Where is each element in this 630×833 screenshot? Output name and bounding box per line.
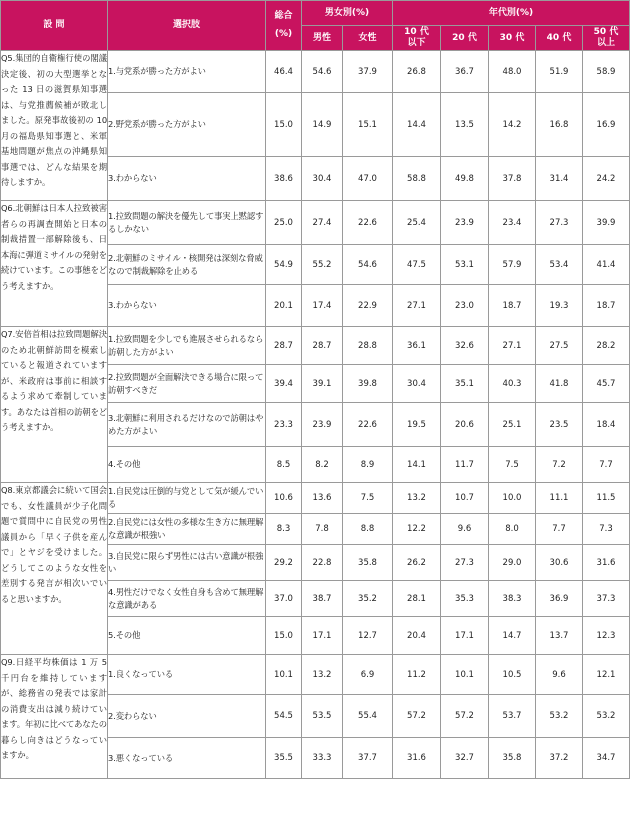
cell-male: 7.8 (302, 514, 343, 545)
cell-a50: 58.9 (583, 51, 630, 93)
choice-text: 2.自民党には女性の多様な生き方に無理解な意識が根強い (108, 514, 266, 545)
cell-female: 35.8 (343, 545, 393, 581)
cell-a10: 14.1 (393, 447, 441, 483)
cell-female: 15.1 (343, 93, 393, 157)
cell-a50: 41.4 (583, 245, 630, 285)
cell-female: 37.9 (343, 51, 393, 93)
choice-column-header: 選択肢 (108, 1, 266, 51)
cell-total: 38.6 (266, 157, 302, 201)
cell-a20: 53.1 (441, 245, 489, 285)
cell-a30: 38.3 (489, 581, 536, 617)
cell-total: 28.7 (266, 327, 302, 365)
cell-a40: 23.5 (536, 403, 583, 447)
cell-a40: 41.8 (536, 365, 583, 403)
cell-a30: 10.5 (489, 655, 536, 695)
cell-a50: 7.7 (583, 447, 630, 483)
cell-a30: 18.7 (489, 285, 536, 327)
age-50-column-header (583, 26, 630, 51)
cell-total: 29.2 (266, 545, 302, 581)
age-10-label-line2: 以下 (407, 38, 426, 48)
cell-female: 22.6 (343, 403, 393, 447)
choice-text: 4.男性だけでなく女性自身も含めて無理解な意識がある (108, 581, 266, 617)
cell-a50: 34.7 (583, 738, 630, 779)
cell-a40: 53.4 (536, 245, 583, 285)
cell-a20: 49.8 (441, 157, 489, 201)
cell-male: 8.2 (302, 447, 343, 483)
table-row (1, 201, 630, 245)
cell-total: 37.0 (266, 581, 302, 617)
cell-a50: 16.9 (583, 93, 630, 157)
cell-total: 10.1 (266, 655, 302, 695)
cell-a20: 9.6 (441, 514, 489, 545)
cell-female: 12.7 (343, 617, 393, 655)
cell-a30: 57.9 (489, 245, 536, 285)
cell-a40: 30.6 (536, 545, 583, 581)
cell-a10: 27.1 (393, 285, 441, 327)
cell-male: 23.9 (302, 403, 343, 447)
cell-a10: 14.4 (393, 93, 441, 157)
cell-a10: 28.1 (393, 581, 441, 617)
cell-a10: 25.4 (393, 201, 441, 245)
cell-a10: 13.2 (393, 483, 441, 514)
cell-a20: 23.0 (441, 285, 489, 327)
cell-a30: 7.5 (489, 447, 536, 483)
age-40-column-header: 40 代 (536, 26, 583, 51)
cell-a40: 27.3 (536, 201, 583, 245)
total-label: 総合 (274, 11, 293, 21)
cell-a10: 26.2 (393, 545, 441, 581)
cell-a30: 29.0 (489, 545, 536, 581)
choice-text: 3.北朝鮮に利用されるだけなので訪朝はやめた方がよい (108, 403, 266, 447)
female-column-header: 女性 (343, 26, 393, 51)
table-row (1, 483, 630, 514)
table-row (1, 327, 630, 365)
cell-male: 22.8 (302, 545, 343, 581)
cell-a50: 11.5 (583, 483, 630, 514)
cell-total: 15.0 (266, 617, 302, 655)
choice-text: 3.悪くなっている (108, 738, 266, 779)
choice-text: 2.北朝鮮のミサイル・核開発は深刻な脅威なので制裁解除を止める (108, 245, 266, 285)
cell-a50: 18.4 (583, 403, 630, 447)
question-text: Q7.安倍首相は拉致問題解決のため北朝鮮訪問を模索していると報道されていますが、米政府は事前に相談するよう求めて牽制しています。あなたは首相の訪朝をどう考えますか。 (1, 327, 108, 483)
cell-total: 10.6 (266, 483, 302, 514)
cell-a10: 58.8 (393, 157, 441, 201)
cell-a30: 37.8 (489, 157, 536, 201)
cell-male: 33.3 (302, 738, 343, 779)
choice-text: 3.わからない (108, 157, 266, 201)
cell-a20: 35.1 (441, 365, 489, 403)
age-30-column-header: 30 代 (489, 26, 536, 51)
cell-female: 8.9 (343, 447, 393, 483)
table-row (1, 655, 630, 695)
cell-total: 23.3 (266, 403, 302, 447)
male-column-header: 男性 (302, 26, 343, 51)
cell-total: 15.0 (266, 93, 302, 157)
cell-a50: 39.9 (583, 201, 630, 245)
cell-a30: 53.7 (489, 695, 536, 738)
cell-total: 54.9 (266, 245, 302, 285)
question-column-header: 設 問 (1, 1, 108, 51)
choice-text: 1.拉致問題を少しでも進展させられるなら訪朝した方がよい (108, 327, 266, 365)
cell-total: 46.4 (266, 51, 302, 93)
cell-male: 30.4 (302, 157, 343, 201)
cell-a40: 53.2 (536, 695, 583, 738)
choice-text: 1.拉致問題の解決を優先して事実上黙認するしかない (108, 201, 266, 245)
total-column-header (266, 1, 302, 51)
table-body (1, 51, 630, 779)
question-text: Q6.北朝鮮は日本人拉致被害者らの再調査開始と日本の制裁措置一部解除後も、日本海に弾道ミサイルの発射を続けています。この事態をどう考えますか。 (1, 201, 108, 327)
cell-female: 54.6 (343, 245, 393, 285)
cell-female: 6.9 (343, 655, 393, 695)
cell-a30: 14.2 (489, 93, 536, 157)
cell-a40: 51.9 (536, 51, 583, 93)
cell-total: 54.5 (266, 695, 302, 738)
cell-a30: 10.0 (489, 483, 536, 514)
cell-a20: 10.7 (441, 483, 489, 514)
cell-male: 13.2 (302, 655, 343, 695)
cell-a30: 48.0 (489, 51, 536, 93)
cell-a20: 32.6 (441, 327, 489, 365)
cell-female: 35.2 (343, 581, 393, 617)
table-row (1, 51, 630, 93)
cell-a40: 37.2 (536, 738, 583, 779)
choice-text: 1.良くなっている (108, 655, 266, 695)
cell-a40: 36.9 (536, 581, 583, 617)
cell-a10: 11.2 (393, 655, 441, 695)
cell-a10: 12.2 (393, 514, 441, 545)
cell-a50: 7.3 (583, 514, 630, 545)
cell-a10: 47.5 (393, 245, 441, 285)
cell-a20: 27.3 (441, 545, 489, 581)
question-text: Q5.集団的自衛権行使の閣議決定後、初の大型選挙となった 13 日の滋賀県知事選は、与党推薦候補が敗北しました。原発事故後初の 10 月の福島県知事選と、米軍基地問題が焦点の沖縄県知事選では、どんな結果を期待しますか。 (1, 51, 108, 201)
cell-female: 47.0 (343, 157, 393, 201)
cell-a20: 23.9 (441, 201, 489, 245)
cell-male: 27.4 (302, 201, 343, 245)
cell-a30: 8.0 (489, 514, 536, 545)
cell-female: 22.9 (343, 285, 393, 327)
cell-a10: 26.8 (393, 51, 441, 93)
cell-a10: 20.4 (393, 617, 441, 655)
cell-male: 14.9 (302, 93, 343, 157)
total-unit-label: (%) (274, 29, 293, 39)
cell-female: 37.7 (343, 738, 393, 779)
cell-a40: 7.2 (536, 447, 583, 483)
cell-female: 8.8 (343, 514, 393, 545)
cell-female: 28.8 (343, 327, 393, 365)
age-10-column-header (393, 26, 441, 51)
cell-a20: 32.7 (441, 738, 489, 779)
cell-a40: 27.5 (536, 327, 583, 365)
cell-a40: 31.4 (536, 157, 583, 201)
age-50-label-line2: 以上 (597, 38, 616, 48)
cell-a50: 12.3 (583, 617, 630, 655)
cell-a20: 57.2 (441, 695, 489, 738)
cell-a20: 20.6 (441, 403, 489, 447)
cell-a20: 13.5 (441, 93, 489, 157)
cell-total: 8.3 (266, 514, 302, 545)
cell-a20: 10.1 (441, 655, 489, 695)
cell-male: 53.5 (302, 695, 343, 738)
gender-group-header: 男女別(%) (302, 1, 393, 26)
cell-female: 7.5 (343, 483, 393, 514)
cell-a10: 30.4 (393, 365, 441, 403)
choice-text: 3.自民党に限らず男性には古い意識が根強い (108, 545, 266, 581)
cell-male: 39.1 (302, 365, 343, 403)
cell-a10: 19.5 (393, 403, 441, 447)
cell-total: 35.5 (266, 738, 302, 779)
cell-a50: 28.2 (583, 327, 630, 365)
cell-a20: 11.7 (441, 447, 489, 483)
choice-text: 2.野党系が勝った方がよい (108, 93, 266, 157)
cell-female: 22.6 (343, 201, 393, 245)
cell-a10: 31.6 (393, 738, 441, 779)
cell-male: 54.6 (302, 51, 343, 93)
cell-male: 13.6 (302, 483, 343, 514)
cell-a30: 14.7 (489, 617, 536, 655)
choice-text: 1.自民党は圧倒的与党として気が緩んでいる (108, 483, 266, 514)
cell-a40: 11.1 (536, 483, 583, 514)
cell-a30: 35.8 (489, 738, 536, 779)
cell-a20: 17.1 (441, 617, 489, 655)
cell-a30: 23.4 (489, 201, 536, 245)
age-group-header: 年代別(%) (393, 1, 630, 26)
cell-male: 17.4 (302, 285, 343, 327)
cell-a40: 16.8 (536, 93, 583, 157)
cell-male: 28.7 (302, 327, 343, 365)
table-header (1, 1, 630, 51)
cell-total: 8.5 (266, 447, 302, 483)
cell-total: 39.4 (266, 365, 302, 403)
question-text: Q8.東京都議会に続いて国会でも、女性議員が少子化問題で質問中に自民党の男性議員から「早く子供を産んで」とヤジを受けました。どうしてこのような女性を差別する発言が相次いでいると思いますか。 (1, 483, 108, 655)
cell-a50: 24.2 (583, 157, 630, 201)
cell-a40: 9.6 (536, 655, 583, 695)
cell-a10: 57.2 (393, 695, 441, 738)
cell-male: 38.7 (302, 581, 343, 617)
question-text: Q9.日経平均株価は 1 万 5 千円台を維持していますが、総務省の発表では家計の消費支出は減り続けています。年初に比べてあなたの暮らし向きはどうなっていますか。 (1, 655, 108, 779)
cell-a50: 45.7 (583, 365, 630, 403)
cell-female: 39.8 (343, 365, 393, 403)
age-10-label-line1: 10 代 (404, 27, 429, 37)
cell-female: 55.4 (343, 695, 393, 738)
choice-text: 2.変わらない (108, 695, 266, 738)
cell-a50: 31.6 (583, 545, 630, 581)
cell-a40: 7.7 (536, 514, 583, 545)
choice-text: 3.わからない (108, 285, 266, 327)
cell-a10: 36.1 (393, 327, 441, 365)
cell-a50: 12.1 (583, 655, 630, 695)
cell-a50: 18.7 (583, 285, 630, 327)
choice-text: 2.拉致問題が全面解決できる場合に限って訪朝すべきだ (108, 365, 266, 403)
cell-a50: 53.2 (583, 695, 630, 738)
cell-a30: 25.1 (489, 403, 536, 447)
choice-text: 1.与党系が勝った方がよい (108, 51, 266, 93)
cell-male: 17.1 (302, 617, 343, 655)
cell-a20: 35.3 (441, 581, 489, 617)
choice-text: 5.その他 (108, 617, 266, 655)
cell-a40: 13.7 (536, 617, 583, 655)
cell-a40: 19.3 (536, 285, 583, 327)
choice-text: 4.その他 (108, 447, 266, 483)
cell-a50: 37.3 (583, 581, 630, 617)
cell-a30: 27.1 (489, 327, 536, 365)
cell-total: 20.1 (266, 285, 302, 327)
cell-a20: 36.7 (441, 51, 489, 93)
cell-a30: 40.3 (489, 365, 536, 403)
age-50-label-line1: 50 代 (593, 27, 619, 37)
cell-total: 25.0 (266, 201, 302, 245)
cell-male: 55.2 (302, 245, 343, 285)
age-20-column-header: 20 代 (441, 26, 489, 51)
